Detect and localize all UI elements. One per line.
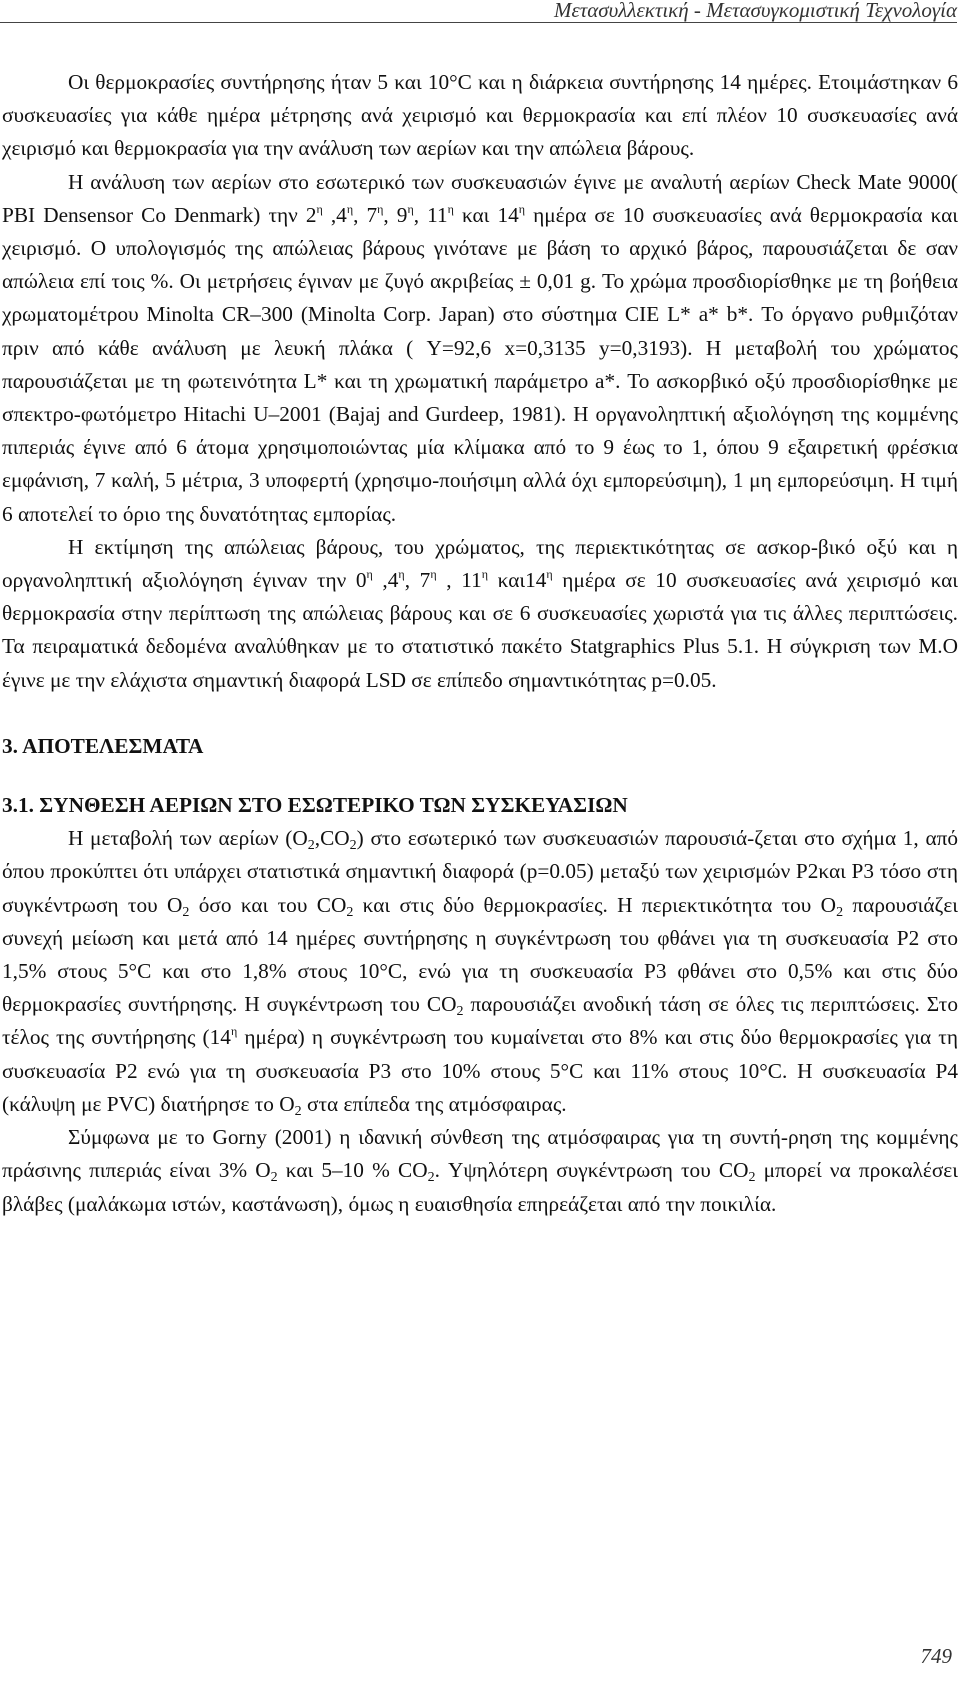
- chem-symbol: CO: [316, 892, 347, 917]
- superscript: η: [230, 1024, 238, 1039]
- text-run: , 7: [353, 202, 378, 227]
- text-run: Σύμφωνα με το Gorny (2001) η ιδανική σύνθεση της ατμόσφαιρας για τη συντή-ρηση της κομμένης πράσινης πιπεριάς είναι 3%: [2, 1125, 958, 1183]
- text-run: ημέρα σε 10 συσκευασίες ανά θερμοκρασία και χειρισμό. Ο υπολογισμός της απώλειας βάρους γινότανε με βάση το αρχικό βάρος, παρουσιάζεται δε σαν απώλεια επί τοις %. Οι μετρήσεις έγιναν με ζυγό ακριβείας ± 0,01 g. Το χρώμα προσδιορίσθηκε με τη βοήθεια χρωματομέτρου Minolta CR–300 (Minolta Corp. Japan) στο σύστημα CIE L* a* b*. Το όργανο ρυθμιζόταν πριν από κάθε ανάλυση με λευκή πλάκα ( Y=92,6 x=0,3135 y=0,3193). Η μεταβολή του χρώματος παρουσιάζεται με τη φωτεινότητα L* και τη χρωματική παράμετρο a*. Το ασκορβικό οξύ προσδιορίσθηκε με σπεκτρο-φωτόμετρο Hitachi U–2001 (Bajaj and Gurdeep, 1981). Η οργανοληπτική αξιολόγηση της κομμένης πιπεριάς έγινε από 6 άτομα χρησιμοποιώντας μία κλίμακα από το 9 έως το 1, όπου 9 εξαιρετική φρέσκια εμφάνιση, 7 καλή, 5 μέτρια, 3 υποφερτή (χρησιμο-ποιήσιμη αλλά όχι εμπορεύσιμη), 1 μη εμπορεύσιμη. Η τιμή 6 αποτελεί το όριο της δυνατότητας εμπορίας.: [2, 202, 959, 526]
- running-header: Μετασυλλεκτική - Μετασυγκομιστική Τεχνολογία: [0, 0, 957, 23]
- text-run: Η μεταβολή των αερίων (: [68, 826, 293, 851]
- superscript: η: [366, 567, 373, 582]
- subscript: 2: [270, 1170, 278, 1186]
- text-run: και 5–10 %: [277, 1158, 398, 1183]
- superscript: η: [430, 567, 437, 582]
- superscript: η: [481, 567, 489, 582]
- text-run: Η ανάλυση των αερίων στο εσωτερικό των συσκευασιών έγινε με αναλυτή αερίων Check Mate 9000( PBI Densensor Co Denmark) την 2: [2, 169, 958, 227]
- subscript: 2: [427, 1170, 435, 1186]
- text-run: Η εκτίμηση της απώλειας βάρους, του χρώματος, της περιεκτικότητας σε ασκορ-βικό οξύ και η οργανοληπτική αξιολόγηση έγιναν την 0: [2, 534, 958, 593]
- page-body: [2, 66, 958, 1221]
- results-paragraph-2: [2, 1121, 958, 1221]
- superscript: η: [546, 567, 553, 582]
- superscript: η: [518, 201, 526, 216]
- text-run: ,4: [372, 568, 399, 593]
- chem-symbol: O: [279, 1091, 295, 1116]
- chem-symbol: O: [255, 1158, 271, 1183]
- chem-symbol: CO: [426, 992, 457, 1017]
- methods-paragraph-3: [2, 531, 958, 697]
- text-run: , 7: [404, 568, 431, 593]
- chem-symbol: O: [292, 826, 308, 851]
- subsection-heading: 3.1. ΣΥΝΘΕΣΗ ΑΕΡΙΩΝ ΣΤΟ ΕΣΩΤΕΡΙΚΟ ΤΩΝ ΣΥΣΚΕΥΑΣΙΩΝ: [2, 793, 628, 818]
- superscript: η: [377, 201, 384, 216]
- superscript: η: [316, 201, 323, 216]
- chem-symbol: CO: [320, 826, 350, 851]
- superscript: η: [346, 201, 354, 216]
- text-run: και στις δύο θερμοκρασίες. Η περιεκτικότητα του: [353, 892, 821, 917]
- superscript: η: [447, 201, 454, 216]
- text-run: , 11: [413, 202, 448, 227]
- chem-symbol: O: [820, 892, 837, 917]
- text-run: ημέρα σε 10 συσκευασίες ανά χειρισμό και θερμοκρασία στην περίπτωση της απώλειας βάρους και σε 6 συσκευασίες χωριστά για τις άλλες περιπτώσεις. Τα πειραματικά δεδομένα αναλύθηκαν με το στατιστικό πακέτο Statgraphics Plus 5.1. Η σύγκριση των Μ.Ο έγινε με την ελάχιστα σημαντική διαφορά LSD σε επίπεδο σημαντικότητας p=0.05.: [2, 568, 959, 692]
- superscript: η: [407, 201, 414, 216]
- page-number: 749: [920, 1644, 952, 1668]
- text-run: , 11: [436, 568, 482, 593]
- subscript: 2: [182, 904, 190, 920]
- subscript: 2: [346, 904, 354, 920]
- text-run: μπορεί να προκαλέσει βλάβες (μαλάκωμα ιστών, καστάνωση), όμως η ευαισθησία επηρεάζεται από την ποικιλία.: [2, 1158, 958, 1216]
- chem-symbol: CO: [397, 1158, 428, 1183]
- section-heading: 3. ΑΠΟΤΕΛΕΣΜΑΤΑ: [2, 733, 204, 758]
- text-run: ) στο εσωτερικό των συσκευασιών παρουσιά-ζεται στο σχήμα 1, από όπου προκύπτει ότι υπάρχει στατιστικά σημαντική διαφορά (p=0.05) μεταξύ των χειρισμών P2και P3 τόσο στη συγκέντρωση του: [2, 826, 959, 917]
- text-run: παρουσιάζει ανοδική τάση σε όλες τις περιπτώσεις. Στο τέλος της συντήρησης (14: [2, 992, 959, 1050]
- subscript: 2: [349, 838, 357, 854]
- subscript: 2: [456, 1004, 464, 1020]
- chem-symbol: O: [167, 892, 183, 917]
- methods-paragraph-1: Οι θερμοκρασίες συντήρησης ήταν 5 και 10°C και η διάρκεια συντήρησης 14 ημέρες. Ετοιμάστηκαν 6 συσκευασίες για κάθε ημέρα μέτρησης ανά χειρισμό και θερμοκρασία και επί πλέον 10 συσκευασίες ανά χειρισμό και θερμοκρασία για την ανάλυση των αερίων και την απώλεια βάρους.: [2, 70, 958, 161]
- methods-paragraph-2: [2, 166, 958, 531]
- text-run: ημέρα) η συγκέντρωση του κυμαίνεται στο 8% και στις δύο θερμοκρασίες για τη συσκευασία P2 ενώ για τη συσκευασία P3 στο 10% στους 5°C και 11% στους 10°C. Η συσκευασία P4 (κάλυψη με PVC) διατήρησε το: [2, 1025, 958, 1116]
- text-run: παρουσιάζει συνεχή μείωση και μετά από 14 ημέρες συντήρησης η συγκέντρωση του φθάνει για τη συσκευασία P2 στο 1,5% στους 5°C και στο 1,8% στους 10°C, ενώ για τη συσκευασία P3 φθάνει στο 0,5% και στις δύο θερμοκρασίες συντήρησης. Η συγκέντρωση του: [2, 892, 958, 1017]
- text-run: ,: [314, 826, 321, 851]
- text-run: . Υψηλότερη συγκέντρωση του: [434, 1158, 719, 1183]
- subscript: 2: [307, 838, 315, 854]
- text-run: στα επίπεδα της ατμόσφαιρας.: [301, 1091, 567, 1116]
- subscript: 2: [294, 1103, 302, 1119]
- subscript: 2: [836, 904, 844, 920]
- subscript: 2: [748, 1170, 756, 1186]
- chem-symbol: CO: [718, 1158, 749, 1183]
- superscript: η: [398, 567, 405, 582]
- text-run: και 14: [453, 202, 519, 227]
- text-run: και14: [488, 568, 547, 593]
- text-run: , 9: [383, 202, 408, 227]
- text-run: όσο και του: [189, 892, 317, 917]
- results-paragraph-1: [2, 822, 958, 1121]
- text-run: ,4: [322, 202, 347, 227]
